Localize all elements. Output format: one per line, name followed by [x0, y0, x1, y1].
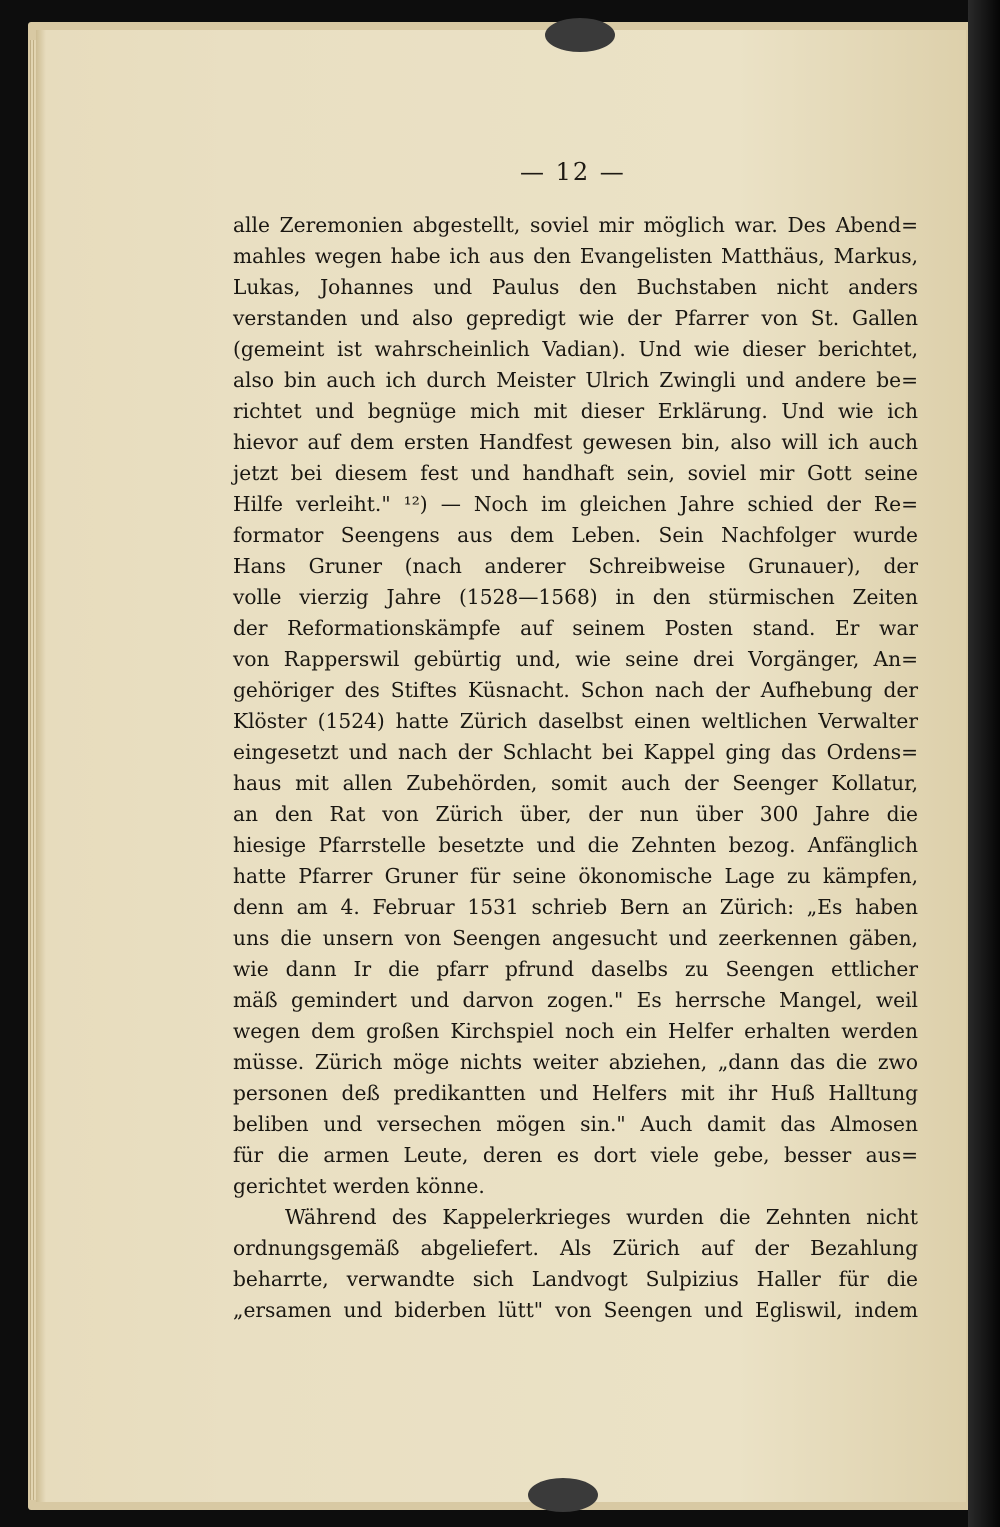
text-line: Hilfe verleiht." ¹²) — Noch im gleichen Jahre schied der Re= — [233, 492, 918, 516]
text-line: denn am 4. Februar 1531 schrieb Bern an Zürich: „Es haben — [233, 895, 918, 919]
text-line: mahles wegen habe ich aus den Evangelisten Matthäus, Markus, — [233, 244, 918, 268]
text-line: müsse. Zürich möge nichts weiter abziehen, „dann das die zwo — [233, 1050, 918, 1074]
text-line: eingesetzt und nach der Schlacht bei Kappel ging das Ordens= — [233, 740, 918, 764]
text-line: personen deß predikantten und Helfers mit ihr Huß Halltung — [233, 1081, 918, 1105]
text-line: jetzt bei diesem fest und handhaft sein, soviel mir Gott seine — [233, 461, 918, 485]
text-line: wegen dem großen Kirchspiel noch ein Helfer erhalten werden — [233, 1019, 918, 1043]
text-line: „ersamen und biderben lütt" von Seengen und Egliswil, indem — [233, 1298, 918, 1322]
top-clip — [545, 18, 615, 52]
text-line: richtet und begnüge mich mit dieser Erklärung. Und wie ich — [233, 399, 918, 423]
text-line: Klöster (1524) hatte Zürich daselbst einen weltlichen Verwalter — [233, 709, 918, 733]
text-line: von Rapperswil gebürtig und, wie seine drei Vorgänger, An= — [233, 647, 918, 671]
text-line: beliben und versechen mögen sin." Auch damit das Almosen — [233, 1112, 918, 1136]
text-line: hiesige Pfarrstelle besetzte und die Zehnten bezog. Anfänglich — [233, 833, 918, 857]
body-text — [233, 210, 918, 1326]
text-line: formator Seengens aus dem Leben. Sein Nachfolger wurde — [233, 523, 918, 547]
text-line: verstanden und also gepredigt wie der Pfarrer von St. Gallen — [233, 306, 918, 330]
text-line: für die armen Leute, deren es dort viele gebe, besser aus= — [233, 1143, 918, 1167]
text-line: alle Zeremonien abgestellt, soviel mir möglich war. Des Abend= — [233, 213, 918, 237]
text-line: ordnungsgemäß abgeliefert. Als Zürich auf der Bezahlung — [233, 1236, 918, 1260]
text-line: also bin auch ich durch Meister Ulrich Zwingli und andere be= — [233, 368, 918, 392]
text-line: hatte Pfarrer Gruner für seine ökonomische Lage zu kämpfen, — [233, 864, 918, 888]
text-line: (gemeint ist wahrscheinlich Vadian). Und wie dieser berichtet, — [233, 337, 918, 361]
text-line: wie dann Ir die pfarr pfrund daselbs zu Seengen ettlicher — [233, 957, 918, 981]
text-line: haus mit allen Zubehörden, somit auch der Seenger Kollatur, — [233, 771, 918, 795]
book-spine — [968, 0, 1000, 1527]
text-line: gerichtet werden könne. — [233, 1174, 485, 1198]
text-line: hievor auf dem ersten Handfest gewesen bin, also will ich auch — [233, 430, 918, 454]
text-line: Während des Kappelerkrieges wurden die Zehnten nicht — [285, 1205, 918, 1229]
text-line: gehöriger des Stiftes Küsnacht. Schon nach der Aufhebung der — [233, 678, 918, 702]
text-line: Lukas, Johannes und Paulus den Buchstaben nicht anders — [233, 275, 918, 299]
bottom-clip — [528, 1478, 598, 1512]
page-number: — 12 — — [520, 158, 626, 186]
text-line: an den Rat von Zürich über, der nun über 300 Jahre die — [233, 802, 918, 826]
text-line: Hans Gruner (nach anderer Schreibweise Grunauer), der — [233, 554, 918, 578]
text-line: volle vierzig Jahre (1528—1568) in den stürmischen Zeiten — [233, 585, 918, 609]
text-line: der Reformationskämpfe auf seinem Posten stand. Er war — [233, 616, 918, 640]
text-line: uns die unsern von Seengen angesucht und zeerkennen gäben, — [233, 926, 918, 950]
text-line: beharrte, verwandte sich Landvogt Sulpizius Haller für die — [233, 1267, 918, 1291]
text-line: mäß gemindert und darvon zogen." Es herrsche Mangel, weil — [233, 988, 918, 1012]
